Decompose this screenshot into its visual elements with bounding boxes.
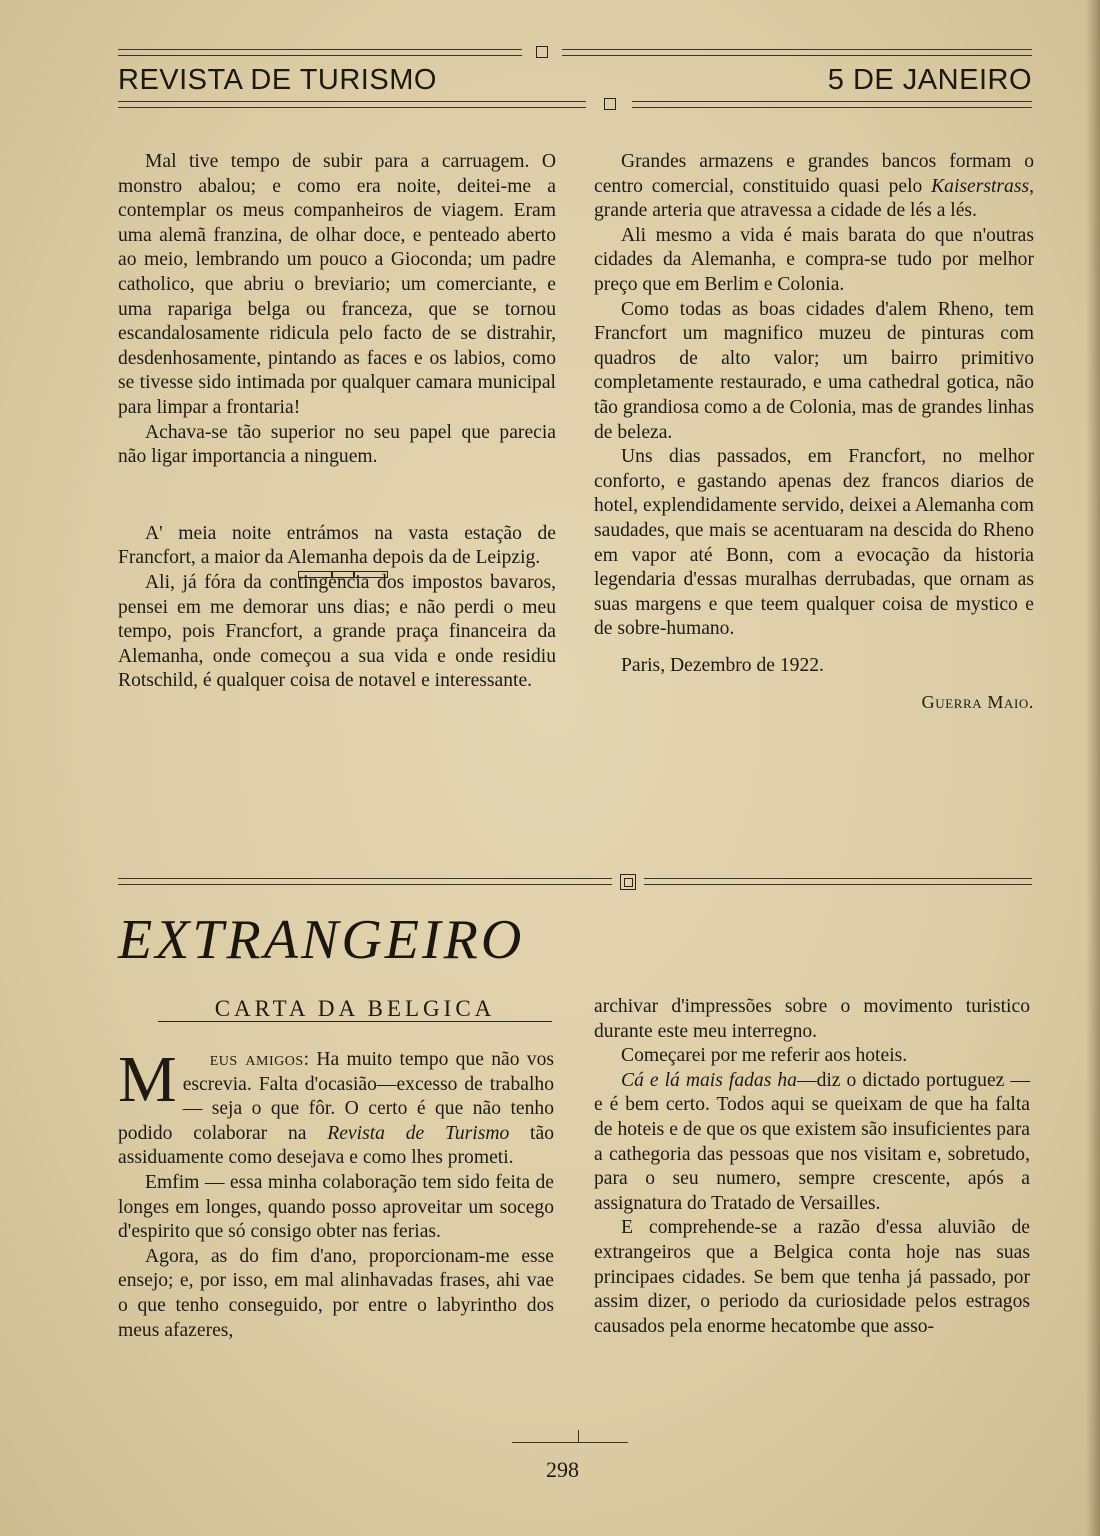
paragraph: archivar d'impressões sobre o movimento turistico durante este meu interregno. — [594, 996, 1030, 1042]
article1-right-column — [594, 150, 1034, 715]
article2-left-column — [118, 1043, 555, 1343]
paragraph: Achava-se tão superior no seu papel que parecia não ligar importancia a ninguem. — [118, 421, 556, 468]
article-subtitle: CARTA DA BELGICA — [214, 996, 496, 1021]
publication-title: REVISTA DE TURISMO — [118, 64, 437, 96]
proverb: Cá e lá mais fadas ha — [621, 1069, 797, 1091]
paragraph: Cá e lá mais fadas ha—diz o dictado portuguez — e é bem certo. Todos aqui se queixam de que ha falta de hoteis e de que os que existem são insuficientes para a cathegoria das pessoas que nos visitam e, sobretudo, para o seu numero, sempre crescente, após a assignatura do Tratado de Versailles. — [594, 1069, 1030, 1214]
page-number: 298 — [546, 1457, 579, 1482]
article2-right-column — [594, 995, 1030, 1339]
author-signature: Guerra Maio. — [921, 692, 1034, 713]
page-edge-shadow — [1086, 0, 1100, 1536]
paragraph: Começarei por me referir aos hoteis. — [621, 1045, 908, 1067]
footer-rule — [512, 1442, 628, 1443]
header-top-rule — [118, 46, 1032, 60]
paragraph: Ali, já fóra da contingencia dos impostos bavaros, pensei em me demorar uns dias; e não perdi o meu tempo, pois Francfort, a grande praça financeira da Alemanha, onde começou a sua vida e onde residiu Rotschild, é qualquer coisa de notavel e interessante. — [118, 571, 556, 692]
paragraph: Uns dias passados, em Francfort, no melhor conforto, e gastando apenas dez francos diarios de hotel, explendidamente servido, deixei a Alemanha com saudades, que mais se acentuaram na descida do Rheno em vapor até Bonn, com a evocação da historia legendaria d'essas muralhas derrubadas, que ornam as suas margens e que teem qualquer coisa de mystico e de sobre-humano. — [594, 446, 1034, 640]
article1-left-column — [118, 150, 556, 694]
section-title: EXTRANGEIRO — [118, 909, 525, 971]
issue-date: 5 DE JANEIRO — [827, 64, 1032, 96]
paragraph: Emfim — essa minha colaboração tem sido feita de longes em longes, quando posso aproveitar um socego d'espirito que só consigo obter nas ferias. — [118, 1171, 554, 1243]
dateline: Paris, Dezembro de 1922. — [621, 654, 824, 676]
ornament-spacer — [118, 470, 556, 522]
paragraph: M eus amigos: Ha muito tempo que não vos escrevia. Falta d'ocasião—excesso de trabalho — seja o que fôr. O certo é que não tenho podido colaborar na Revista de Turismo tão assiduamente como desejava e como lhes prometi. — [118, 1048, 554, 1171]
section-ornament — [298, 571, 388, 579]
section-separator — [118, 874, 1032, 890]
paragraph: A' meia noite entrámos na vasta estação de Francfort, a maior da Alemanha depois da de Leipzig. — [118, 522, 556, 569]
paragraph: Ali mesmo a vida é mais barata do que n'outras cidades da Alemanha, e compra-se tudo por melhor preço que em Berlim e Colonia. — [594, 224, 1034, 295]
street-name: Kaiserstrass — [931, 175, 1030, 197]
footer-tick — [578, 1430, 579, 1442]
subtitle-underline — [158, 1021, 552, 1022]
paragraph: Como todas as boas cidades d'alem Rheno, tem Francfort um magnifico muzeu de pinturas com quadros de alto valor; um bairro primitivo completamente restaurado, e uma cathedral gotica, não tão grandiosa como a de Colonia, mas de grandes linhas de beleza. — [594, 298, 1034, 443]
salutation: eus amigos — [209, 1049, 304, 1070]
magazine-name: Revista de Turismo — [327, 1122, 510, 1144]
drop-cap: M — [118, 1043, 177, 1116]
paragraph: Agora, as do fim d'ano, proporcionam-me esse ensejo; e, por isso, em mal alinhavadas frases, ahi vae o que tenho conseguido, por entre o labyrintho dos meus afazeres, — [118, 1245, 554, 1341]
paragraph: Grandes armazens e grandes bancos formam o centro comercial, constituido quasi pelo Kaiserstrass, grande arteria que atravessa a cidade de lés a lés. — [594, 151, 1034, 222]
header-bottom-rule — [118, 98, 1032, 112]
paragraph: Mal tive tempo de subir para a carruagem. O monstro abalou; e como era noite, deitei-me a contemplar os meus companheiros de viagem. Eram uma alemã franzina, de olhar doce, e penteado aberto ao meio, lembrando um pouco a Gioconda; um padre catholico, que abriu o breviario; um comerciante, e uma rapariga belga ou franceza, que se tornou escandalosamente ridicula pelo facto de se distrahir, desdenhosamente, pintando as faces e os labios, como se tivesse sido intimada por qualquer camara municipal para limpar a frontaria! — [118, 151, 556, 418]
paragraph: E comprehende-se a razão d'essa aluvião de extrangeiros que a Belgica conta hoje nas suas principaes cidades. Se bem que tenha já passado, por assim dizer, o periodo da curiosidade pelos estragos causados pela enorme hecatombe que asso- — [594, 1217, 1030, 1337]
